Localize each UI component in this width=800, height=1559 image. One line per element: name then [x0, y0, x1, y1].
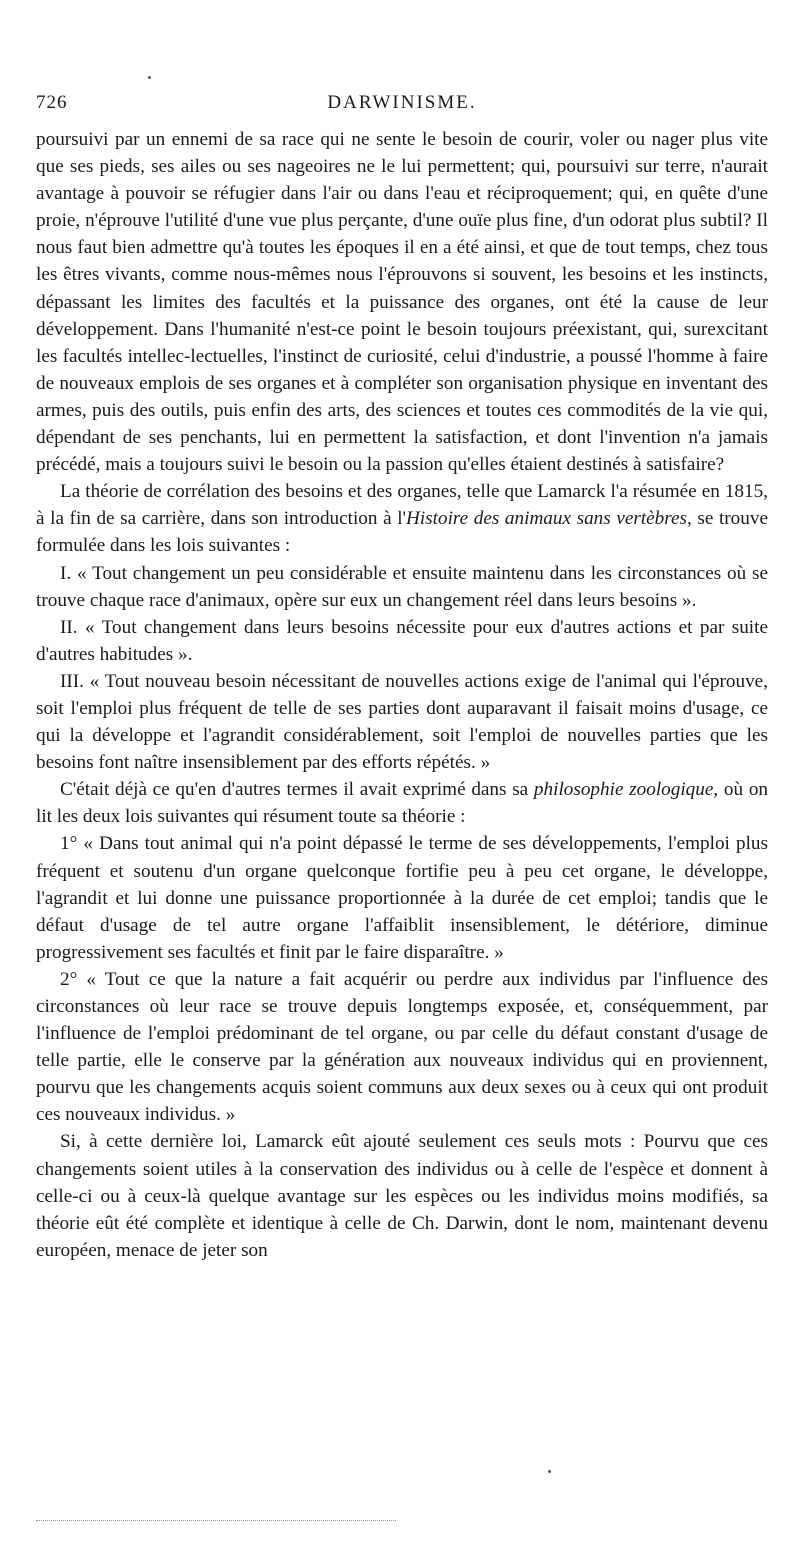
page-header — [36, 92, 768, 126]
book-title: philosophie zoologique — [533, 779, 714, 801]
text-run: I. « Tout changement un peu considérable et ensuite maintenu dans les circonstances où se trouve chaque race d'animaux, opère sur eux un changement réel dans leurs besoins ». — [36, 562, 768, 611]
text-run: La théorie de corrélation des besoins et des organes, telle que Lamarck l'a résumée en 1815, à la fin de sa carrière, dans son introduction à l' — [36, 481, 768, 530]
law-first — [36, 830, 768, 965]
page-number: 726 — [36, 92, 68, 113]
book-page — [36, 92, 768, 1264]
text-run: Si, à cette dernière loi, Lamarck eût ajouté seulement ces seuls mots : Pourvu que ces changements soient utiles à la conservation des individus ou à celle de l'espèce et donnent à celle-ci ou à ceux-là quelque avantage sur les espèces ou les individus moins modifiés, sa théorie eût été complète et identique à celle de Ch. Darwin, dont le nom, maintenant devenu européen, menace de jeter son — [36, 1131, 768, 1261]
paragraph-1 — [36, 126, 768, 478]
body-text — [36, 126, 768, 1264]
print-speck — [148, 76, 151, 79]
print-speck — [548, 1470, 551, 1473]
text-run: C'était déjà ce qu'en d'autres termes il avait exprimé dans sa — [60, 779, 534, 801]
paragraph-6 — [36, 776, 768, 830]
running-title: DARWINISME. — [327, 92, 477, 113]
text-run: poursuivi par un ennemi de sa race qui ne sente le besoin de courir, voler ou nager plus vite que ses pieds, ses ailes ou ses nageoires ne le lui permettent; qui, poursuivi sur terre, n'aurait avantage à pouvoir se réfugier dans l'air ou dans l'eau et réciproquement; qui, en quête d'une proie, n'éprouve l'utilité d'une vue plus perçante, d'une ouïe plus fine, d'un odorat plus subtil? Il nous faut bien admettre qu'à toutes les époques il en a été ainsi, et que de tout temps, chez tous les êtres vivants, comme nous-mêmes nous l'éprouvons si souvent, les besoins et les instincts, dépassant les limites des facultés et la puissance des organes, ont été la cause de leur développement. Dans l'humanité n'est-ce point le besoin toujours préexistant, qui, surexcitant les facultés intellec-lectuelles, l'instinct de curiosité, celui d'industrie, a poussé l'homme à faire de nouveaux emplois de ses organes et à compléter son organisation physique en inventant des armes, puis des outils, puis enfin des arts, des sciences et toutes ces commodités de la vie qui, dépendant de ses penchants, lui en permettent la satisfaction, et dont l'invention n'a jamais précédé, mais a toujours suivi le besoin ou la passion qu'elles étaient destinés à satisfaire? — [36, 129, 768, 476]
scan-artifact-line — [36, 1520, 396, 1521]
law-second — [36, 966, 768, 1129]
paragraph-9 — [36, 1128, 768, 1263]
law-1 — [36, 560, 768, 614]
law-3 — [36, 668, 768, 776]
text-run: , où on lit les deux lois suivantes qui résument toute sa théorie : — [36, 779, 768, 828]
book-title: Histoire des animaux sans vertèbres — [405, 508, 687, 530]
text-run: 2° « Tout ce que la nature a fait acquérir ou perdre aux individus par l'influence des circonstances où leur race se trouve depuis longtemps exposée, et, conséquemment, par l'influence de l'emploi prédominant de tel organe, ou par celle du défaut constant d'usage de telle partie, elle le conserve par la génération aux nouveaux individus qui en proviennent, pourvu que les changements acquis soient communs aux deux sexes ou à ceux qui ont produit ces nouveaux individus. » — [36, 968, 768, 1126]
text-run: III. « Tout nouveau besoin nécessitant de nouvelles actions exige de l'animal qui l'éprouve, soit l'emploi plus fréquent de telle de ses parties dont auparavant il faisait moins d'usage, ce qui la développe et l'agrandit considérablement, soit l'emploi de nouvelles parties que les besoins font naître insensiblement par des efforts répétés. » — [36, 670, 768, 774]
paragraph-2 — [36, 478, 768, 559]
law-2 — [36, 614, 768, 668]
text-run: 1° « Dans tout animal qui n'a point dépassé le terme de ses développements, l'emploi plus fréquent et soutenu d'un organe quelconque fortifie peu à peu cet organe, le développe, l'agrandit et lui donne une puissance proportionnée à la durée de cet emploi; tandis que le défaut d'usage de tel autre organe l'affaiblit insensiblement, le détériore, diminue progressivement ses facultés et finit par le faire disparaître. » — [36, 833, 768, 963]
text-run: II. « Tout changement dans leurs besoins nécessite pour eux d'autres actions et par suite d'autres habitudes ». — [36, 616, 768, 665]
text-run: , se trouve formulée dans les lois suivantes : — [36, 508, 768, 557]
